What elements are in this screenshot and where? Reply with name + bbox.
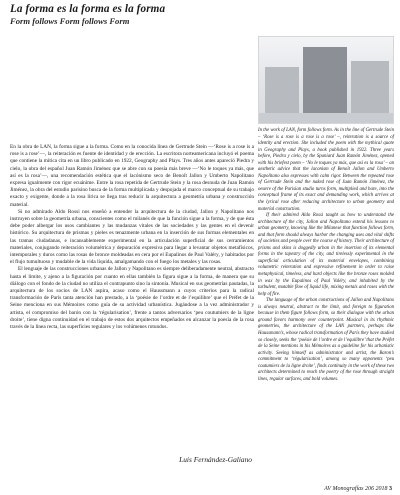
english-text-column <box>258 128 394 383</box>
spanish-paragraph: Si no admirado Aldo Rossi nos enseñó a entender la arquitectura de la ciudad, Jallon y Napolitano nos instruyen sobre la geometría urbana, conscientes como el milanés de que la función sigue a la forma, y de que ésta debe poder albergar los usos cambiantes y las mudanzas vitales de las sociedades y las gentes en el devenir histórico. Su arquitectura de prismas y pieles es tenazmente urbana en la inserción de sus formas elementales en las tramas ciudadanas, e incansablemente experimental en la articulación superficial de sus cerramientos materiales, conjugando reiteración volumétrica y depuración expresiva para llegar a levantar objetos metafísicos, intemporales y duros como las rosas de bronce moldeadas en cera por el Eupalinos de Paul Valéry, y habitados por el flujo tumultuoso y mudable de la vida líquida, amalgamando con el fuego los metales y las rosas. <box>10 208 254 266</box>
photo-building-main <box>303 47 347 115</box>
english-paragraph: In the work of LAN, form follows form. As in the line of Gertrude Stein – ‘Rose is a rose is a rose is a rose’ –, reiteration is a source of identity and erection. She included the poem with the mythical quote in Geography and Plays, a book published in 1922. Three years before, Piedra y cielo, by the Spaniard Juan Ramón Jiménez, opened with his briefest poem – ‘No le toques ya más, que así es la rosa’ – an aesthetic advice that the laconism of Benoît Jallon and Umberto Napolitano also expresses with calm rigor. Between the repeated rose of Gertrude Stein and the naked rose of Juan Ramón Jiménez, the oeuvre of the Parisian studio turns form, multiplied and bare, into the conceptual frame of its exact and demanding work, which arrives at the lyrical rose after reducing architecture to urban geometry and material construction. <box>258 128 394 212</box>
page-number: 3 <box>389 486 392 492</box>
author-signature: Luis Fernández-Galiano <box>179 455 252 464</box>
photo-building-left <box>265 67 299 115</box>
english-paragraph: If their admired Aldo Rossi taught us how to understand the architecture of the city, Jallon and Napolitano extend his lessons to urban geometry, knowing like the Milanese that function follows form, and that form should always harbor the changing uses and vital shifts of societies and people over the course of history. Their architecture of prisms and skins is doggedly urban in the insertion of its elemental forms in the tapestry of the city, and tirelessly experimental in the superficial articulation of its material envelopes, combining volumetric reiteration and expressive refinement in order to raise metaphysical, timeless, and hard objects like the bronze roses molded in wax by the Eupalinos of Paul Valéry, and inhabited by the turbulent, mutable flow of liquid life, mixing metals and roses with the help of fire. <box>258 213 394 297</box>
english-paragraph: The language of the urban constructions of Jallon and Napolitano is always neutral, abstract to the limit, and foreign to figuration because in them figure follows form, so their dialogue with the urban ground favors harmony over counterpoint. Musical in its rhythmic geometries, the architecture of the LAN partners, perhaps like Haussmann’s, whose radical transformation of Paris they have studied so closely, seeks the ‘poésie de l’ordre et de l’equilibre’ that the Préfet de la Seine mentions in his Mémoires as a guideline for his urbanistic activity. Seeing himself as administrator and artist, the Baron’s commitment to ‘régularisation’, among so many opponents ‘peu coutumiers de la ligne droite’, finds continuity in the work of these two architects determined to reach the poetry of the rose through straight lines, regular surfaces, and bold volumes. <box>258 298 394 382</box>
article-subtitle: Form follows Form follows Form <box>10 16 130 26</box>
building-photo <box>258 36 394 124</box>
spanish-text-column <box>10 144 254 331</box>
photo-building-right <box>351 61 389 115</box>
spanish-paragraph: En la obra de LAN, la forma sigue a la forma. Como en la conocida línea de Gertrude Stein —‘Rose is a rose is a rose is a rose’—, la reiteración es fuente de identidad y de erección. La escritora norteamericana incluyó el poema que contiene la mítica cita en un libro publicado en 1922, Geography and Plays. Tres años antes apareció Piedra y cielo, la obra del español Juan Ramón Jiménez que se abre con su poesía más breve —‘No le toques ya más, que así es la rosa’—, una recomendación estética que el lacónismo seco de Benoît Jallon y Umberto Napolitano expresa igualmente con rigor ecuánime. Entre la rosa repetida de Gertrude Stein y la rosa desnuda de Juan Ramón Jiménez, la obra del estudio parisino busca de la forma multiplicada y despojada el marco conceptual de su trabajo exacto y exigente, donde a la rosa lírica se llega tras reducir la arquitectura a geometría urbana y construcción material. <box>10 144 254 208</box>
publication-year: 2018 <box>375 486 388 492</box>
publication-name: AV Monografías 206 <box>324 486 374 492</box>
article-title: La forma es la forma es la forma <box>10 3 166 15</box>
spanish-paragraph: El lenguaje de las construcciones urbanas de Jallon y Napolitano es siempre deliberadamente neutral, abstracto hasta el límite, y ajeno a la figuración por cuanto en ellas también la figura sigue a la forma, de manera que su diálogo con el fondo de la ciudad no utiliza el contrapunto sino la sintonía. Musical en sus geometrías pautadas, la arquitectura de los socios de LAN aspira, acaso como el Haussmann a cuyos criterios para la radical transformación de París tanta atención han prestado, a la ‘poésie de l’ordre et de l’equilibre’ que el Préfet de la Seine menciona en sus Mémoires como guía de su actividad urbanística. Jugándose a la vez administrador y artista, el compromiso del barón con la ‘régularisation’, frente a tantos adversarios ‘peu coutumiers de la ligne droite’, tiene digna continuidad en el trabajo de estos dos arquitectos empeñados en alcanzar la poesía de la rosa través de la línea recta, las superficies regulares y los volúmenes rotundos. <box>10 266 254 331</box>
photo-ground <box>259 113 393 123</box>
page-footer <box>324 486 392 492</box>
